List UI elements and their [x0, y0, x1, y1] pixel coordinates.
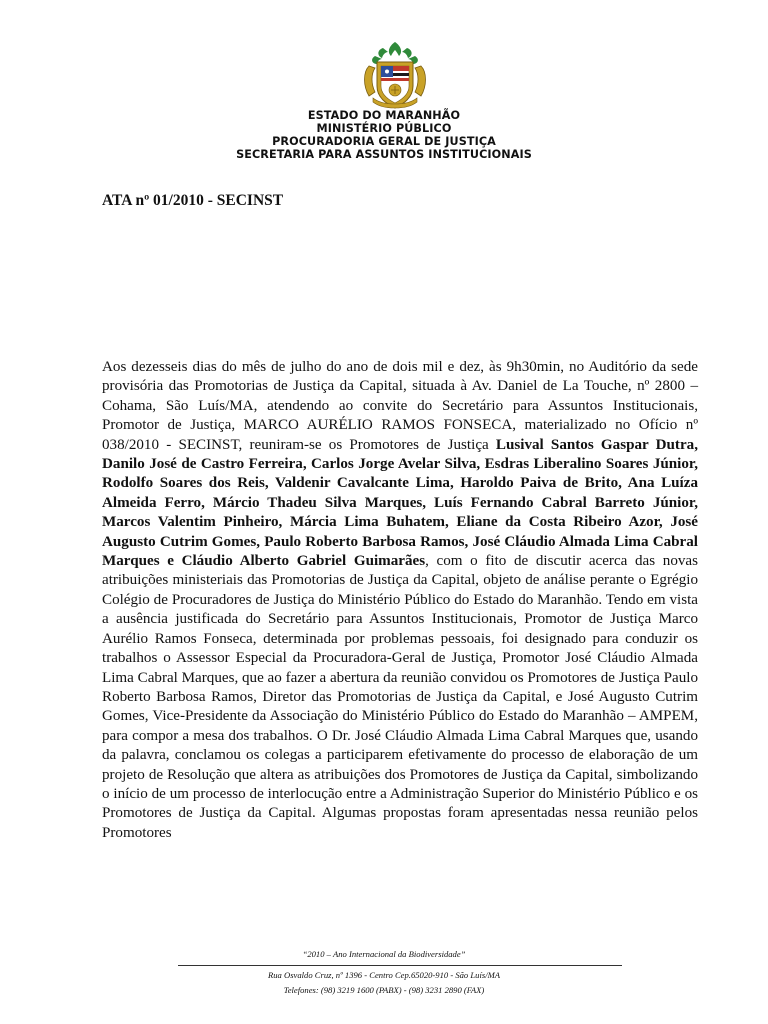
letterhead-procuradoria: PROCURADORIA GERAL DE JUSTIÇA [272, 135, 496, 148]
coat-of-arms-maranhao-icon [355, 40, 435, 112]
footer-phones: Telefones: (98) 3219 1600 (PABX) - (98) 3231 2890 (FAX) [283, 985, 485, 995]
footer-motto: “2010 – Ano Internacional da Biodiversidade” [302, 949, 466, 959]
footer-divider [178, 965, 622, 966]
paragraph-intro: Aos dezesseis dias do mês de julho do ano de dois mil e dez, às 9h30min, no Auditório da sede provisória das Promotorias de Justiça da Capital, situada à Av. Daniel de La Touche, nº 2800 – Cohama, São Luís/MA, atendendo ao convite do Secretário para Assuntos Institucionais, Promotor de Justiça, MARCO AURÉLIO RAMOS FONSECA, materializado no Ofício nº 038/2010 - SECINST, reuniram-se os Promotores de Justiça [102, 359, 698, 453]
body-paragraph [102, 358, 698, 843]
letterhead-ministry: MINISTÉRIO PÚBLICO [316, 122, 452, 135]
paragraph-continuation: , com o fito de discutir acerca das novas atribuições ministeriais das Promotorias de Justiça da Capital, objeto de análise perante o Egrégio Colégio de Procuradores de Justiça do Ministério Público do Estado do Maranhão. Tendo em vista a ausência justificada do Secretário para Assuntos Institucionais, Promotor de Justiça Marco Aurélio Ramos Fonseca, determinada por problemas pessoais, foi designado para conduzir os trabalhos o Assessor Especial da Procuradora-Geral de Justiça, Promotor José Cláudio Almada Lima Cabral Marques, que ao fazer a abertura da reunião convidou os Promotores de Justiça Paulo Roberto Barbosa Ramos, Diretor das Promotorias de Justiça da Capital, e José Augusto Cutrim Gomes, Vice-Presidente da Associação do Ministério Público do Estado do Maranhão – AMPEM, para compor a mesa dos trabalhos. O Dr. José Cláudio Almada Lima Cabral Marques que, usando da palavra, conclamou os colegas a participarem efetivamente do processo de elaboração de um projeto de Resolução que altera as atribuições dos Promotores de Justiça da Capital, simbolizando o início de um processo de interlocução entre a Administração Superior do Ministério Público e os Promotores de Justiça da Capital. Algumas propostas foram apresentadas nessa reunião pelos Promotores [102, 553, 699, 841]
letterhead [0, 109, 768, 161]
letterhead-secretaria: SECRETARIA PARA ASSUNTOS INSTITUCIONAIS [236, 148, 532, 161]
document-body [102, 358, 698, 843]
document-title: ATA nº 01/2010 - SECINST [102, 192, 284, 209]
footer-address: Rua Osvaldo Cruz, nº 1396 - Centro Cep.65020-910 - São Luís/MA [268, 970, 500, 980]
attendee-names: Lusival Santos Gaspar Dutra, Danilo José de Castro Ferreira, Carlos Jorge Avelar Silva, Esdras Liberalino Soares Júnior, Rodolfo Soares dos Reis, Valdenir Cavalcante Lima, Haroldo Paiva de Brito, Ana Luíza Almeida Ferro, Márcio Thadeu Silva Marques, Luís Fernando Cabral Barreto Júnior, Marcos Valentim Pinheiro, Márcia Lima Buhatem, Eliane da Costa Ribeiro Azor, José Augusto Cutrim Gomes, Paulo Roberto Barbosa Ramos, José Cláudio Almada Lima Cabral Marques e Cláudio Alberto Gabriel Guimarães [102, 436, 698, 570]
letterhead-state: ESTADO DO MARANHÃO [307, 109, 461, 122]
